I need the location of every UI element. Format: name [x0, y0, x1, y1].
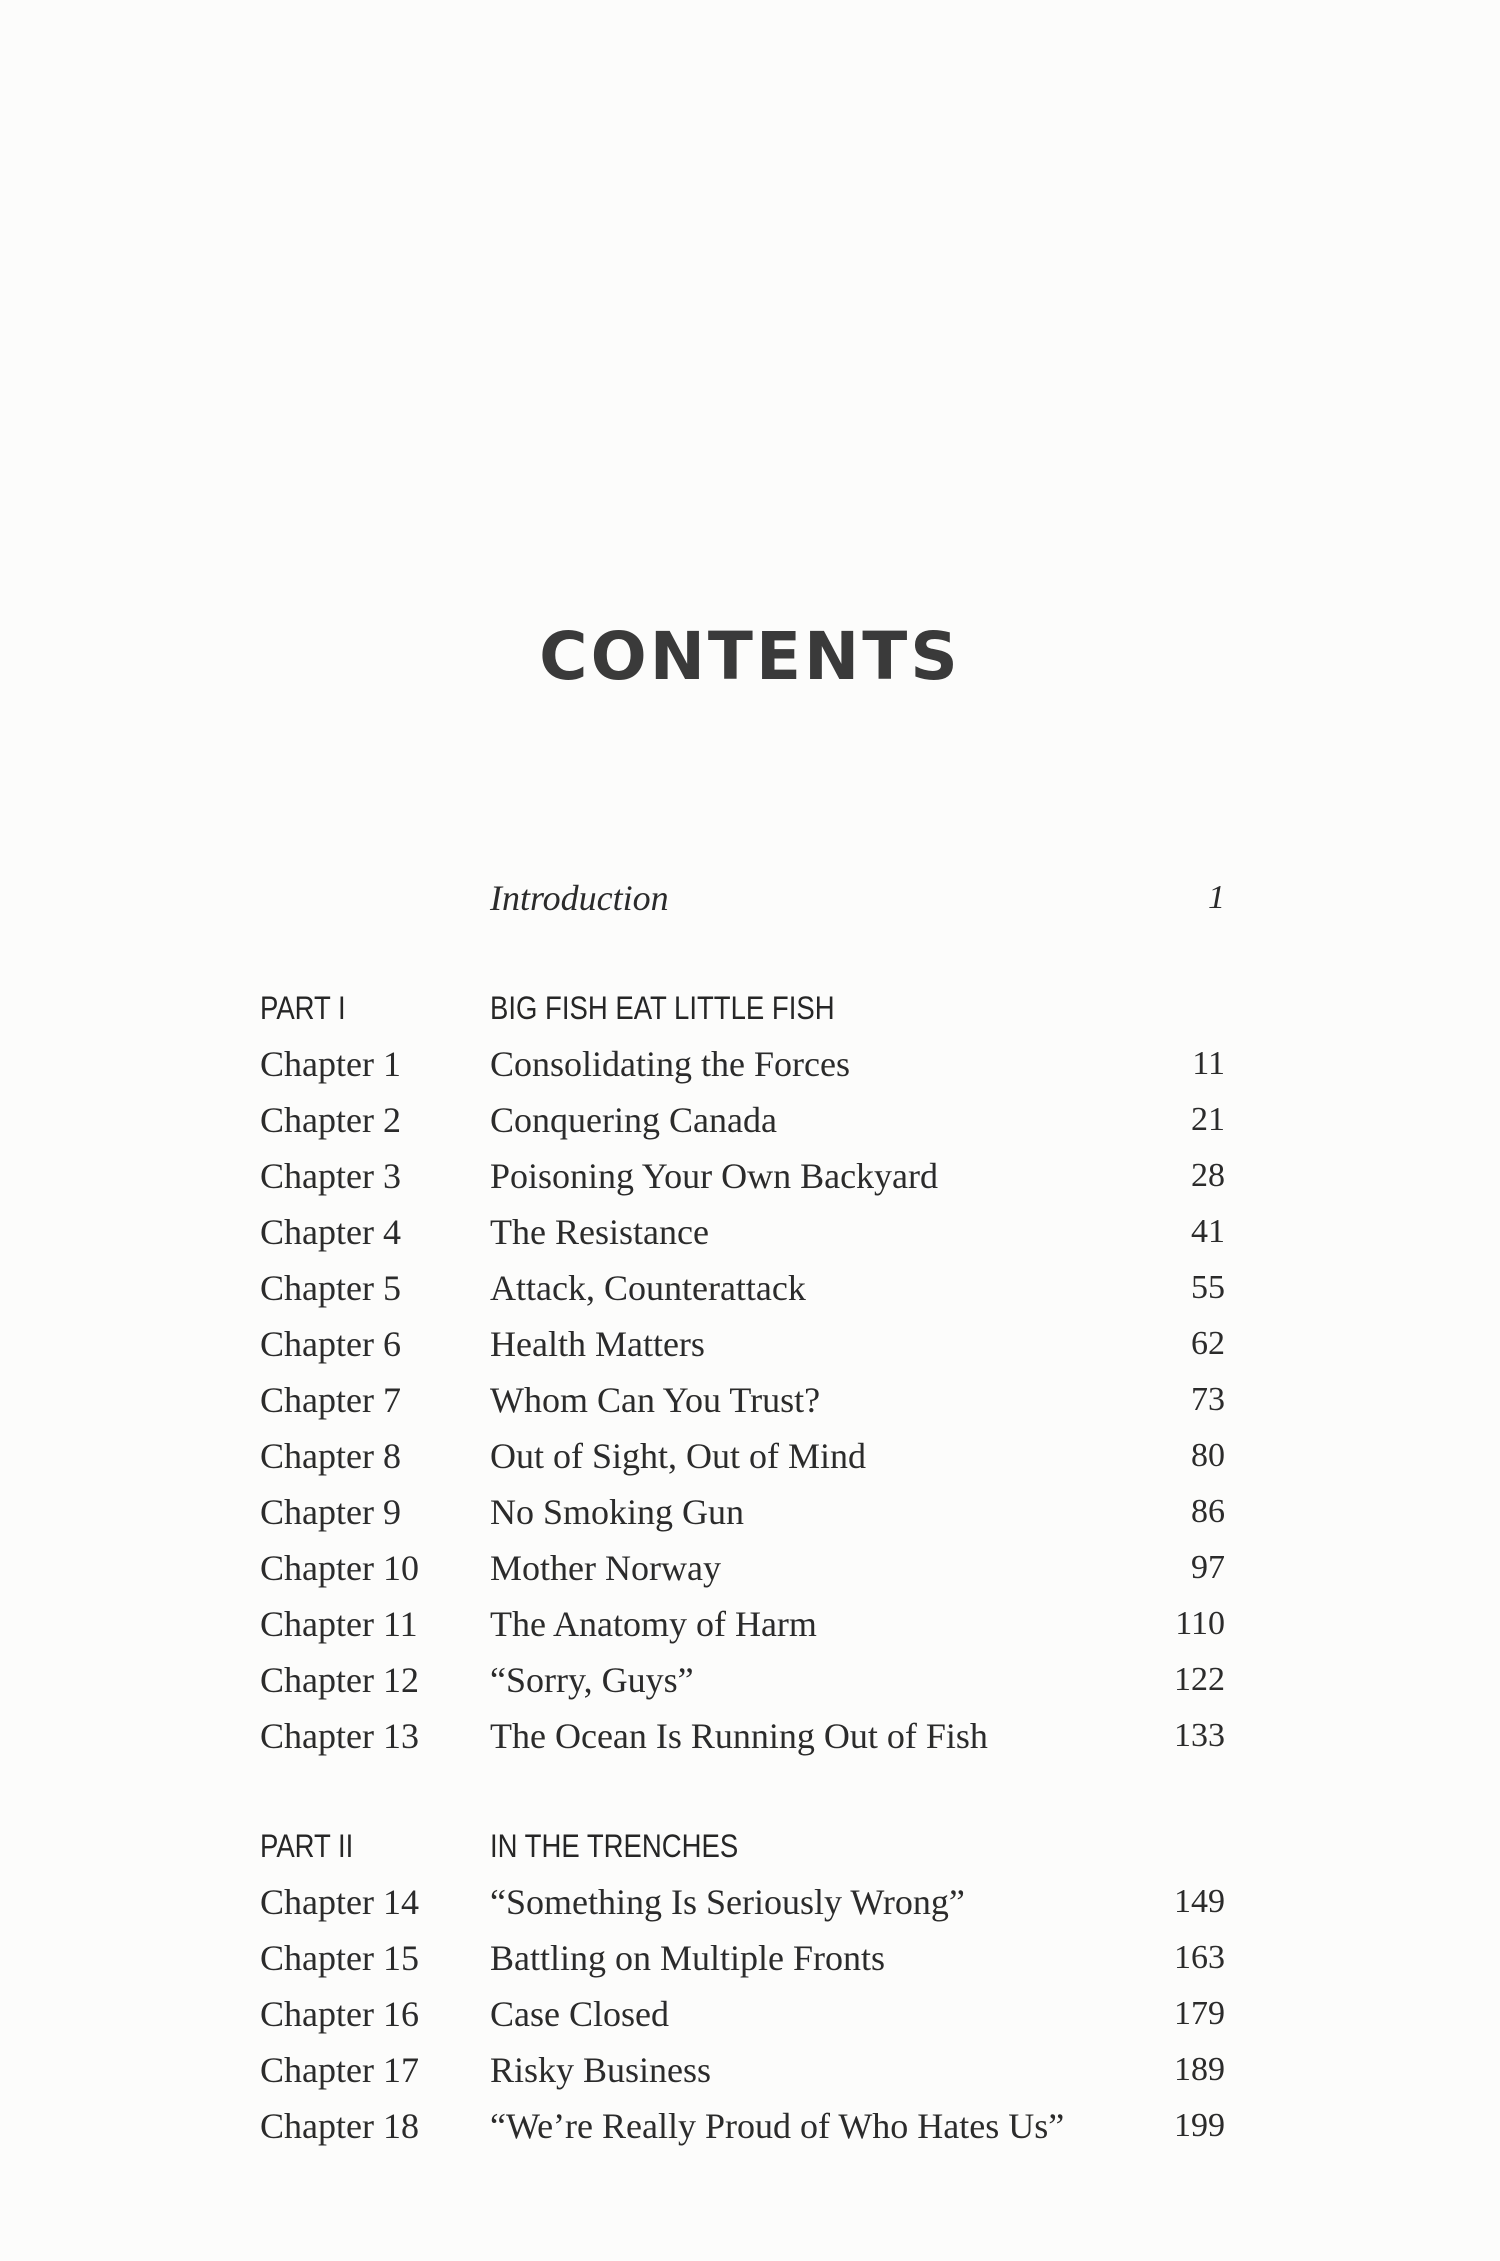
chapter-title: Risky Business	[490, 2050, 712, 2090]
chapter-page: 163	[1174, 1939, 1225, 1976]
toc-entry-introduction[interactable]	[0, 870, 1500, 926]
chapter-label: Chapter 3	[260, 1156, 401, 1196]
chapter-label: Chapter 10	[260, 1548, 419, 1588]
toc-entry-chapter-13[interactable]	[0, 1708, 1500, 1764]
chapter-page: 122	[1174, 1661, 1225, 1698]
chapter-label: Chapter 5	[260, 1268, 401, 1308]
part-heading-1	[0, 980, 1500, 1036]
chapter-label: Chapter 15	[260, 1938, 419, 1978]
chapter-label: Chapter 9	[260, 1492, 401, 1532]
toc-entry-chapter-4[interactable]	[0, 1204, 1500, 1260]
chapter-page: 97	[1191, 1549, 1225, 1586]
chapter-label: Chapter 7	[260, 1380, 401, 1420]
chapter-title: The Ocean Is Running Out of Fish	[490, 1716, 988, 1756]
toc-entry-chapter-1[interactable]	[0, 1036, 1500, 1092]
part-heading-2	[0, 1818, 1500, 1874]
chapter-page: 55	[1191, 1269, 1225, 1306]
chapter-page: 11	[1192, 1045, 1225, 1082]
chapter-title: Out of Sight, Out of Mind	[490, 1436, 867, 1476]
chapter-title: Poisoning Your Own Backyard	[490, 1156, 939, 1196]
part-label: PART II	[260, 1828, 354, 1864]
chapter-title: Case Closed	[490, 1994, 669, 2034]
toc-entry-chapter-17[interactable]	[0, 2042, 1500, 2098]
toc-entry-page: 1	[1208, 879, 1225, 916]
chapter-title: The Resistance	[490, 1212, 709, 1252]
chapter-page: 41	[1191, 1213, 1225, 1250]
toc-entry-chapter-5[interactable]	[0, 1260, 1500, 1316]
chapter-title: “Sorry, Guys”	[490, 1660, 694, 1700]
toc-entry-chapter-10[interactable]	[0, 1540, 1500, 1596]
chapter-label: Chapter 11	[260, 1604, 418, 1644]
chapter-page: 189	[1174, 2051, 1225, 2088]
chapter-page: 149	[1174, 1883, 1225, 1920]
chapter-label: Chapter 1	[260, 1044, 401, 1084]
chapter-title: Attack, Counterattack	[490, 1268, 806, 1308]
toc-entry-chapter-7[interactable]	[0, 1372, 1500, 1428]
chapter-page: 86	[1191, 1493, 1225, 1530]
toc-entry-chapter-14[interactable]	[0, 1874, 1500, 1930]
chapter-label: Chapter 4	[260, 1212, 401, 1252]
chapter-page: 28	[1191, 1157, 1225, 1194]
chapter-label: Chapter 18	[260, 2106, 419, 2146]
toc-entry-chapter-3[interactable]	[0, 1148, 1500, 1204]
chapter-page: 179	[1174, 1995, 1225, 2032]
chapter-page: 110	[1175, 1605, 1225, 1642]
chapter-label: Chapter 12	[260, 1660, 419, 1700]
toc-entry-title: Introduction	[490, 878, 669, 918]
toc-entry-chapter-18[interactable]	[0, 2098, 1500, 2154]
chapter-page: 199	[1174, 2107, 1225, 2144]
chapter-label: Chapter 13	[260, 1716, 419, 1756]
chapter-title: Consolidating the Forces	[490, 1044, 850, 1084]
chapter-title: “We’re Really Proud of Who Hates Us”	[490, 2106, 1065, 2146]
chapter-label: Chapter 8	[260, 1436, 401, 1476]
chapter-label: Chapter 6	[260, 1324, 401, 1364]
toc-entry-chapter-15[interactable]	[0, 1930, 1500, 1986]
chapter-title: Mother Norway	[490, 1548, 721, 1588]
chapter-title: Health Matters	[490, 1324, 705, 1364]
chapter-page: 73	[1191, 1381, 1225, 1418]
toc-entry-chapter-6[interactable]	[0, 1316, 1500, 1372]
chapter-page: 62	[1191, 1325, 1225, 1362]
chapter-label: Chapter 2	[260, 1100, 401, 1140]
chapter-page: 21	[1191, 1101, 1225, 1138]
toc-entry-chapter-12[interactable]	[0, 1652, 1500, 1708]
chapter-title: The Anatomy of Harm	[490, 1604, 817, 1644]
toc-entry-chapter-16[interactable]	[0, 1986, 1500, 2042]
chapter-label: Chapter 14	[260, 1882, 419, 1922]
part-title: BIG FISH EAT LITTLE FISH	[490, 990, 835, 1026]
chapter-title: Conquering Canada	[490, 1100, 777, 1140]
chapter-page: 133	[1174, 1717, 1225, 1754]
toc-entry-chapter-2[interactable]	[0, 1092, 1500, 1148]
toc-entry-chapter-8[interactable]	[0, 1428, 1500, 1484]
chapter-title: Battling on Multiple Fronts	[490, 1938, 886, 1978]
chapter-label: Chapter 16	[260, 1994, 419, 2034]
chapter-title: Whom Can You Trust?	[490, 1380, 821, 1420]
page-title: CONTENTS	[539, 618, 961, 695]
chapter-title: No Smoking Gun	[490, 1492, 745, 1532]
toc-entry-chapter-11[interactable]	[0, 1596, 1500, 1652]
toc-entry-chapter-9[interactable]	[0, 1484, 1500, 1540]
chapter-title: “Something Is Seriously Wrong”	[490, 1882, 965, 1922]
part-title: IN THE TRENCHES	[490, 1828, 739, 1864]
part-label: PART I	[260, 990, 346, 1026]
chapter-page: 80	[1191, 1437, 1225, 1474]
chapter-label: Chapter 17	[260, 2050, 419, 2090]
